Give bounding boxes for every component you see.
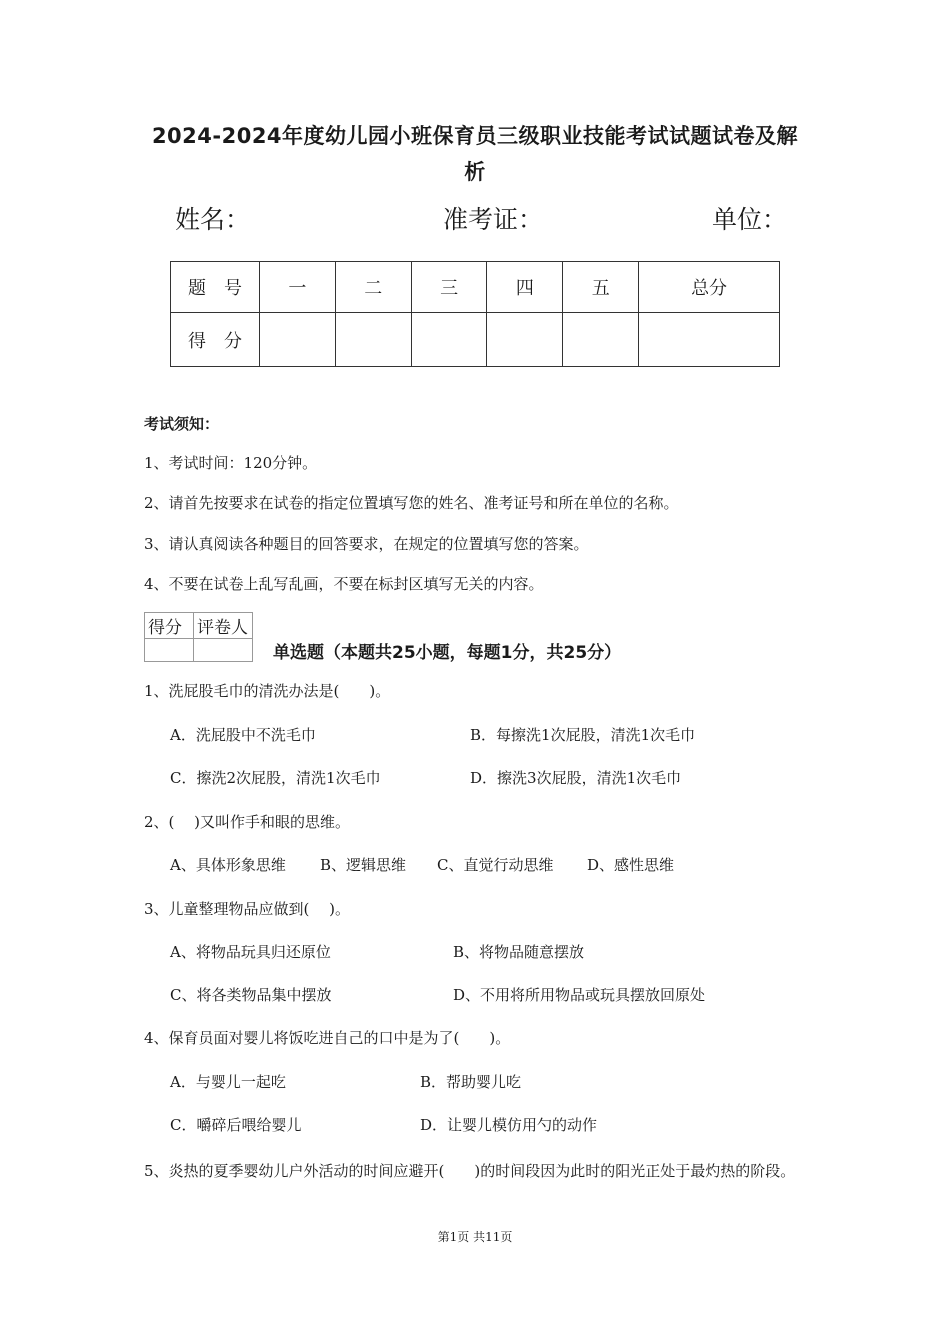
- title-line-1: 2024-2024年度幼儿园小班保育员三级职业技能考试试题试卷及解: [151, 124, 799, 148]
- notice-item: 4、不要在试卷上乱写乱画，不要在标封区填写无关的内容。: [144, 575, 544, 593]
- question-stem: 3、儿童整理物品应做到( )。: [144, 900, 351, 918]
- question-option: D．让婴儿模仿用勺的动作: [420, 1116, 598, 1134]
- grader-reviewer-cell[interactable]: [194, 639, 253, 662]
- question-stem: 2、( )又叫作手和眼的思维。: [144, 813, 351, 831]
- question-option: D、不用将所用物品或玩具摆放回原处: [453, 986, 706, 1004]
- question-stem: 1、洗屁股毛巾的清洗办法是( )。: [144, 682, 391, 700]
- question-stem: 5、炎热的夏季婴幼儿户外活动的时间应避开( )的时间段因为此时的阳光正处于最灼热的阶段。: [144, 1162, 796, 1180]
- notice-item: 1、考试时间：120分钟。: [144, 454, 318, 472]
- page-footer: 第1页 共11页: [437, 1230, 513, 1244]
- notice-item: 3、请认真阅读各种题目的回答要求，在规定的位置填写您的答案。: [144, 535, 589, 553]
- score-table-score-row: [171, 313, 780, 367]
- question-option: A、具体形象思维: [170, 856, 286, 874]
- score-cell[interactable]: [335, 313, 411, 367]
- score-table-header-row: [171, 262, 780, 313]
- section-title: 单选题（本题共25小题，每题1分，共25分）: [273, 643, 622, 663]
- score-cell[interactable]: [639, 313, 780, 367]
- score-row-label: 得 分: [171, 313, 260, 367]
- question-option: A．洗屁股中不洗毛巾: [170, 726, 316, 744]
- grader-reviewer-label: 评卷人: [194, 613, 253, 639]
- score-table: [170, 261, 780, 367]
- score-header-cell: 一: [260, 262, 336, 313]
- score-header-cell: 四: [487, 262, 563, 313]
- exam-number-label: 准考证：: [443, 205, 544, 234]
- score-header-cell: 二: [335, 262, 411, 313]
- question-option: A、将物品玩具归还原位: [170, 943, 331, 961]
- score-cell[interactable]: [411, 313, 487, 367]
- question-option: B、逻辑思维: [320, 856, 407, 874]
- name-label: 姓名：: [175, 205, 251, 234]
- grader-score-label: 得分: [145, 613, 194, 639]
- score-cell[interactable]: [563, 313, 639, 367]
- document-title: [120, 118, 830, 190]
- score-header-cell: 题 号: [171, 262, 260, 313]
- question-option: C、将各类物品集中摆放: [170, 986, 332, 1004]
- question-option: A．与婴儿一起吃: [170, 1073, 286, 1091]
- score-header-cell: 三: [411, 262, 487, 313]
- question-option: B、将物品随意摆放: [453, 943, 585, 961]
- unit-label: 单位：: [712, 205, 788, 234]
- question-option: D．擦洗3次屁股，清洗1次毛巾: [470, 769, 682, 787]
- grader-score-cell[interactable]: [145, 639, 194, 662]
- score-header-cell: 五: [563, 262, 639, 313]
- question-option: B．帮助婴儿吃: [420, 1073, 522, 1091]
- question-option: C、直觉行动思维: [437, 856, 554, 874]
- score-cell[interactable]: [260, 313, 336, 367]
- question-stem: 4、保育员面对婴儿将饭吃进自己的口中是为了( )。: [144, 1029, 511, 1047]
- question-option: C．嚼碎后喂给婴儿: [170, 1116, 302, 1134]
- score-header-cell: 总分: [639, 262, 780, 313]
- title-line-2: 析: [464, 160, 486, 184]
- score-cell[interactable]: [487, 313, 563, 367]
- question-option: C．擦洗2次屁股，清洗1次毛巾: [170, 769, 381, 787]
- question-option: D、感性思维: [587, 856, 675, 874]
- question-option: B．每擦洗1次屁股，清洗1次毛巾: [470, 726, 696, 744]
- notice-item: 2、请首先按要求在试卷的指定位置填写您的姓名、准考证号和所在单位的名称。: [144, 494, 679, 512]
- notice-heading: 考试须知：: [144, 415, 220, 433]
- grader-box: [144, 612, 253, 662]
